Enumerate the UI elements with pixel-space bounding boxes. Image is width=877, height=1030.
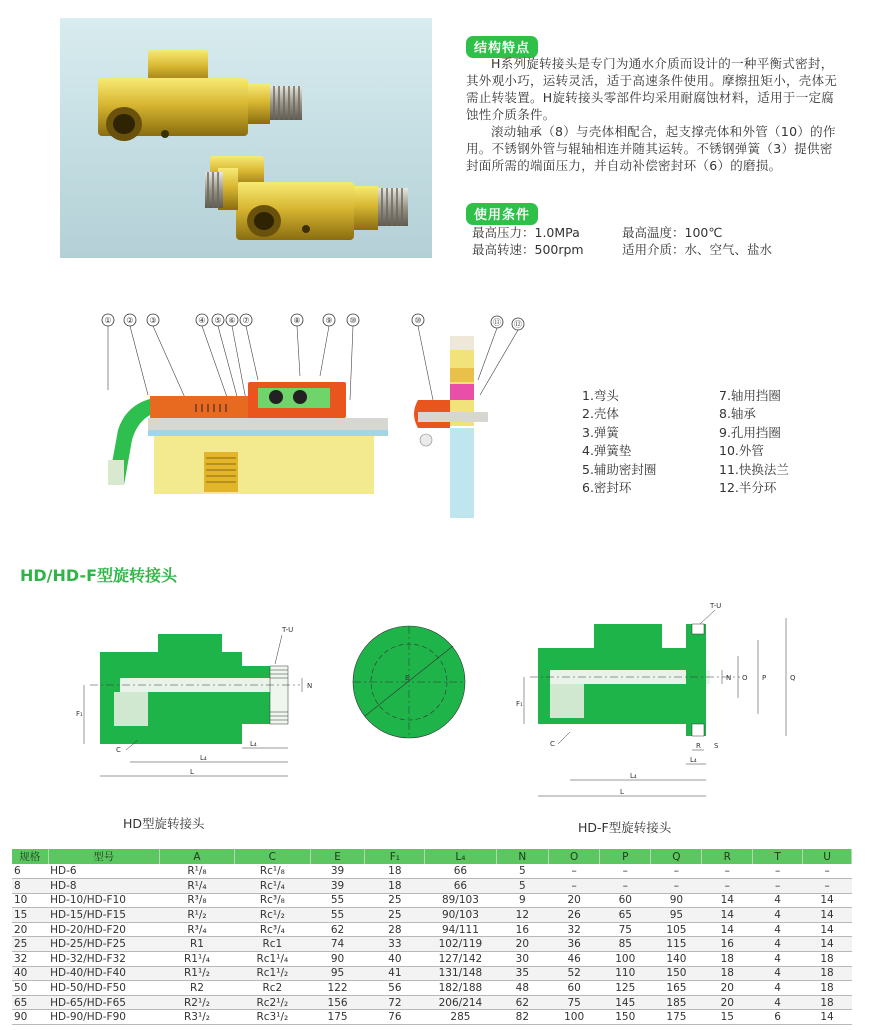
table-cell: – xyxy=(702,879,753,894)
table-cell: 110 xyxy=(600,966,651,981)
table-cell: 14 xyxy=(803,922,852,937)
table-cell: 39 xyxy=(310,864,365,879)
table-cell: 115 xyxy=(651,937,702,952)
table-cell: 75 xyxy=(549,995,600,1010)
table-cell: R3¹/₂ xyxy=(159,1010,234,1025)
parts-legend xyxy=(582,387,832,507)
table-cell: Rc¹/₂ xyxy=(235,908,311,923)
s-label: S xyxy=(714,742,719,750)
callout-10b xyxy=(412,314,424,326)
table-row xyxy=(12,1010,852,1025)
callout-9 xyxy=(323,314,335,326)
table-cell: 4 xyxy=(753,981,803,996)
part-item: 7.轴用挡圈 xyxy=(719,388,781,403)
callout-5 xyxy=(212,314,224,326)
table-cell: Rc³/₄ xyxy=(235,922,311,937)
table-cell: 175 xyxy=(651,1010,702,1025)
table-cell: HD-10/HD-F10 xyxy=(48,893,159,908)
table-cell: 66 xyxy=(425,864,496,879)
table-cell: 60 xyxy=(600,893,651,908)
table-cell: 89/103 xyxy=(425,893,496,908)
table-header-row xyxy=(12,849,852,864)
f1-label: F₁ xyxy=(76,710,83,718)
table-cell: 74 xyxy=(310,937,365,952)
table-cell: 20 xyxy=(702,981,753,996)
table-cell: 285 xyxy=(425,1010,496,1025)
table-cell: R¹/₄ xyxy=(159,879,234,894)
l4-label: L₄ xyxy=(200,754,207,762)
c-label: C xyxy=(550,740,555,748)
col-header: C xyxy=(235,849,311,864)
table-cell: 145 xyxy=(600,995,651,1010)
table-cell: Rc2¹/₂ xyxy=(235,995,311,1010)
table-cell: 65 xyxy=(600,908,651,923)
callout-12 xyxy=(512,318,524,330)
part-item: 5.辅助密封圈 xyxy=(582,461,657,477)
r-label: R xyxy=(696,742,701,750)
table-cell: 18 xyxy=(803,966,852,981)
table-cell: 25 xyxy=(365,893,425,908)
table-cell: 14 xyxy=(803,937,852,952)
callout-4 xyxy=(196,314,208,326)
joint-lower xyxy=(205,156,408,240)
table-cell: 32 xyxy=(12,952,48,967)
table-cell: 16 xyxy=(496,922,548,937)
table-cell: Rc3¹/₂ xyxy=(235,1010,311,1025)
callout-2 xyxy=(124,314,136,326)
table-cell: 20 xyxy=(12,922,48,937)
table-cell: 50 xyxy=(12,981,48,996)
callout-label: ⑨ xyxy=(325,316,333,325)
col-header: L₄ xyxy=(425,849,496,864)
rotary-joint-photo xyxy=(60,18,432,258)
f1-label: F₁ xyxy=(516,700,523,708)
table-cell: 14 xyxy=(702,893,753,908)
table-cell: 52 xyxy=(549,966,600,981)
table-cell: HD-20/HD-F20 xyxy=(48,922,159,937)
e-label: E xyxy=(405,674,410,682)
table-cell: – xyxy=(803,864,852,879)
callout-label: ⑦ xyxy=(242,316,250,325)
callout-8 xyxy=(291,314,303,326)
part-item: 6.密封环 xyxy=(582,480,632,496)
table-cell: 90 xyxy=(310,952,365,967)
table-cell: 16 xyxy=(702,937,753,952)
housing xyxy=(150,396,250,418)
table-cell: 15 xyxy=(12,908,48,923)
callout-label: ④ xyxy=(198,316,206,325)
table-cell: Rc1¹/₄ xyxy=(235,952,311,967)
table-cell: 150 xyxy=(651,966,702,981)
tu-label: T-U xyxy=(710,602,722,610)
table-cell: 122 xyxy=(310,981,365,996)
table-cell: 156 xyxy=(310,995,365,1010)
col-header: 型号 xyxy=(48,849,159,864)
table-cell: 14 xyxy=(803,893,852,908)
table-cell: Rc¹/₈ xyxy=(235,864,311,879)
table-cell: 18 xyxy=(803,981,852,996)
table-cell: 82 xyxy=(496,1010,548,1025)
table-cell: 185 xyxy=(651,995,702,1010)
callout-label: ② xyxy=(126,316,134,325)
conditions-badge: 使用条件 xyxy=(466,203,538,225)
table-cell: 20 xyxy=(549,893,600,908)
col-header: Q xyxy=(651,849,702,864)
table-cell: 100 xyxy=(600,952,651,967)
table-cell: 25 xyxy=(365,908,425,923)
table-cell: 8 xyxy=(12,879,48,894)
table-cell: 6 xyxy=(753,1010,803,1025)
table-cell: Rc2 xyxy=(235,981,311,996)
table-row xyxy=(12,893,852,908)
table-cell: HD-6 xyxy=(48,864,159,879)
table-cell: R2 xyxy=(159,981,234,996)
table-cell: 150 xyxy=(600,1010,651,1025)
hdf-drawing xyxy=(510,600,810,810)
callout-7 xyxy=(240,314,252,326)
table-row xyxy=(12,966,852,981)
table-cell: R1 xyxy=(159,937,234,952)
table-cell: 85 xyxy=(600,937,651,952)
table-cell: 60 xyxy=(549,981,600,996)
table-cell: HD-15/HD-F15 xyxy=(48,908,159,923)
table-cell: 140 xyxy=(651,952,702,967)
part-item: 8.轴承 xyxy=(719,406,756,422)
table-cell: 28 xyxy=(365,922,425,937)
table-cell: 90/103 xyxy=(425,908,496,923)
table-cell: 26 xyxy=(549,908,600,923)
table-cell: 20 xyxy=(702,995,753,1010)
table-cell: 95 xyxy=(310,966,365,981)
table-cell: 18 xyxy=(702,966,753,981)
callout-label: ⑩ xyxy=(349,316,357,325)
hdf-caption: HD-F型旋转接头 xyxy=(578,820,672,835)
l4-label-long: L₄ xyxy=(630,772,637,780)
table-cell: 55 xyxy=(310,893,365,908)
table-cell: 39 xyxy=(310,879,365,894)
table-cell: 25 xyxy=(12,937,48,952)
table-cell: R2¹/₂ xyxy=(159,995,234,1010)
table-cell: 105 xyxy=(651,922,702,937)
table-cell: 206/214 xyxy=(425,995,496,1010)
table-cell: 4 xyxy=(753,952,803,967)
callout-3 xyxy=(147,314,159,326)
table-body xyxy=(12,864,852,1025)
o-label: O xyxy=(742,674,748,682)
table-row xyxy=(12,864,852,879)
table-cell: – xyxy=(702,864,753,879)
part-item: 11.快换法兰 xyxy=(719,461,789,477)
max-temperature: 最高温度：100℃ xyxy=(622,225,723,240)
hd-caption: HD型旋转接头 xyxy=(123,816,205,831)
table-cell: 4 xyxy=(753,937,803,952)
ball-1 xyxy=(269,390,283,404)
callout-11 xyxy=(491,316,503,328)
table-cell: R¹/₂ xyxy=(159,908,234,923)
table-cell: 90 xyxy=(12,1010,48,1025)
col-header: R xyxy=(702,849,753,864)
tu-label: T-U xyxy=(282,626,294,634)
roller-body xyxy=(154,436,374,494)
part-item: 2.壳体 xyxy=(582,406,619,422)
table-cell: 18 xyxy=(702,952,753,967)
table-cell: R³/₄ xyxy=(159,922,234,937)
max-pressure: 最高压力：1.0MPa xyxy=(472,225,580,240)
callout-label: ③ xyxy=(149,316,157,325)
table-cell: 76 xyxy=(365,1010,425,1025)
joint-upper xyxy=(98,50,302,141)
table-row xyxy=(12,922,852,937)
callout-1 xyxy=(102,314,114,326)
table-cell: 40 xyxy=(365,952,425,967)
max-speed: 最高转速：500rpm xyxy=(472,242,584,257)
table-cell: Rc1¹/₂ xyxy=(235,966,311,981)
table-cell: R1¹/₂ xyxy=(159,966,234,981)
table-cell: – xyxy=(803,879,852,894)
table-cell: 10 xyxy=(12,893,48,908)
table-cell: 125 xyxy=(600,981,651,996)
table-cell: 36 xyxy=(549,937,600,952)
media: 适用介质：水、空气、盐水 xyxy=(622,242,773,257)
table-cell: 95 xyxy=(651,908,702,923)
table-cell: 46 xyxy=(549,952,600,967)
table-cell: – xyxy=(651,864,702,879)
table-cell: 4 xyxy=(753,995,803,1010)
table-cell: Rc1 xyxy=(235,937,311,952)
table-cell: 9 xyxy=(496,893,548,908)
table-cell: R1¹/₄ xyxy=(159,952,234,967)
table-cell: 4 xyxy=(753,893,803,908)
callout-label: ⑩ xyxy=(414,316,422,325)
features-text xyxy=(466,55,838,174)
section-title: HD/HD-F型旋转接头 xyxy=(20,566,178,585)
table-cell: 6 xyxy=(12,864,48,879)
table-cell: 56 xyxy=(365,981,425,996)
table-cell: 75 xyxy=(600,922,651,937)
conditions-block xyxy=(472,224,822,258)
features-paragraph-2: 滚动轴承（8）与壳体相配合，起支撑壳体和外管（10）的作用。不锈钢外管与辊轴相连并随其运转。不锈钢弹簧（3）提供密封面所需的端面压力，并自动补偿密封环（6）的磨损。 xyxy=(466,124,836,173)
table-cell: 14 xyxy=(803,908,852,923)
table-cell: 72 xyxy=(365,995,425,1010)
product-photo xyxy=(60,18,432,258)
parts-column-right xyxy=(719,387,859,497)
table-cell: – xyxy=(600,864,651,879)
col-header: O xyxy=(549,849,600,864)
table-cell: 18 xyxy=(803,995,852,1010)
table-cell: 15 xyxy=(702,1010,753,1025)
table-cell: – xyxy=(651,879,702,894)
hd-drawing xyxy=(70,600,330,790)
part-item: 3.弹簧 xyxy=(582,424,619,440)
table-cell: Rc³/₈ xyxy=(235,893,311,908)
sectional-diagram xyxy=(88,300,538,540)
q-label: Q xyxy=(790,674,796,682)
table-cell: 18 xyxy=(803,952,852,967)
table-cell: HD-65/HD-F65 xyxy=(48,995,159,1010)
table-row xyxy=(12,879,852,894)
n-label: N xyxy=(726,674,732,682)
callout-label: ⑪ xyxy=(493,318,501,327)
table-cell: 66 xyxy=(425,879,496,894)
spec-table xyxy=(12,849,852,1025)
n-label: N xyxy=(307,682,313,690)
table-cell: – xyxy=(600,879,651,894)
col-header: E xyxy=(310,849,365,864)
table-cell: 18 xyxy=(365,864,425,879)
callout-6 xyxy=(226,314,238,326)
end-view-drawing xyxy=(345,618,475,748)
table-cell: HD-90/HD-F90 xyxy=(48,1010,159,1025)
l-label: L xyxy=(190,768,194,776)
part-item: 1.弯头 xyxy=(582,388,619,403)
l-label: L xyxy=(620,788,624,796)
table-cell: HD-50/HD-F50 xyxy=(48,981,159,996)
table-cell: 182/188 xyxy=(425,981,496,996)
table-cell: 18 xyxy=(365,879,425,894)
table-cell: – xyxy=(549,879,600,894)
table-row xyxy=(12,995,852,1010)
table-cell: 62 xyxy=(310,922,365,937)
part-item: 9.孔用挡圈 xyxy=(719,424,781,440)
table-cell: 131/148 xyxy=(425,966,496,981)
table-cell: – xyxy=(549,864,600,879)
table-cell: 165 xyxy=(651,981,702,996)
table-cell: 40 xyxy=(12,966,48,981)
col-header: N xyxy=(496,849,548,864)
table-cell: 5 xyxy=(496,879,548,894)
table-cell: – xyxy=(753,864,803,879)
parts-column-left xyxy=(582,387,722,497)
col-header: T xyxy=(753,849,803,864)
table-row xyxy=(12,952,852,967)
inner-tube xyxy=(148,430,388,436)
table-cell: HD-32/HD-F32 xyxy=(48,952,159,967)
outer-tube xyxy=(148,418,388,430)
table-cell: 102/119 xyxy=(425,937,496,952)
table-cell: 175 xyxy=(310,1010,365,1025)
table-cell: 20 xyxy=(496,937,548,952)
l4-label: L₄ xyxy=(690,756,697,764)
callout-10 xyxy=(347,314,359,326)
table-cell: R³/₈ xyxy=(159,893,234,908)
callout-label: ① xyxy=(104,316,112,325)
col-header: A xyxy=(159,849,234,864)
table-cell: 14 xyxy=(702,922,753,937)
table-row xyxy=(12,937,852,952)
quick-flange xyxy=(414,336,488,518)
table-cell: 14 xyxy=(702,908,753,923)
features-badge: 结构特点 xyxy=(466,36,538,58)
table-cell: R¹/₈ xyxy=(159,864,234,879)
col-header: P xyxy=(600,849,651,864)
table-cell: 12 xyxy=(496,908,548,923)
l4-label-short: L₄ xyxy=(250,740,257,748)
col-header: U xyxy=(803,849,852,864)
table-cell: 62 xyxy=(496,995,548,1010)
part-item: 4.弹簧垫 xyxy=(582,443,632,459)
callout-label: ⑤ xyxy=(214,316,222,325)
callout-label: ⑥ xyxy=(228,316,236,325)
table-cell: 41 xyxy=(365,966,425,981)
table-cell: HD-8 xyxy=(48,879,159,894)
features-paragraph-1: H系列旋转接头是专门为通水介质而设计的一种平衡式密封，其外观小巧，运转灵活，适于高速条件使用。摩擦扭矩小，壳体无需止转装置。H旋转接头零部件均采用耐腐蚀材料，适用于一定腐蚀性介质条件。 xyxy=(466,56,838,122)
part-item: 12.半分环 xyxy=(719,480,777,496)
table-row xyxy=(12,908,852,923)
table-cell: 48 xyxy=(496,981,548,996)
table-cell: HD-40/HD-F40 xyxy=(48,966,159,981)
callout-label: ⑧ xyxy=(293,316,301,325)
table-cell: Rc¹/₄ xyxy=(235,879,311,894)
table-cell: 32 xyxy=(549,922,600,937)
table-cell: 35 xyxy=(496,966,548,981)
table-cell: HD-25/HD-F25 xyxy=(48,937,159,952)
table-cell: 65 xyxy=(12,995,48,1010)
table-cell: 55 xyxy=(310,908,365,923)
p-label: P xyxy=(762,674,767,682)
c-label: C xyxy=(116,746,121,754)
table-cell: 5 xyxy=(496,864,548,879)
ball-2 xyxy=(293,390,307,404)
table-cell: 90 xyxy=(651,893,702,908)
table-cell: 4 xyxy=(753,966,803,981)
part-item: 10.外管 xyxy=(719,443,764,459)
table-cell: 33 xyxy=(365,937,425,952)
callout-label: ⑫ xyxy=(514,320,522,329)
table-cell: 127/142 xyxy=(425,952,496,967)
col-header: 规格 xyxy=(12,849,48,864)
table-cell: – xyxy=(753,879,803,894)
table-cell: 4 xyxy=(753,922,803,937)
col-header: F₁ xyxy=(365,849,425,864)
table-cell: 94/111 xyxy=(425,922,496,937)
table-row xyxy=(12,981,852,996)
table-cell: 4 xyxy=(753,908,803,923)
table-cell: 30 xyxy=(496,952,548,967)
table-cell: 100 xyxy=(549,1010,600,1025)
table-cell: 14 xyxy=(803,1010,852,1025)
